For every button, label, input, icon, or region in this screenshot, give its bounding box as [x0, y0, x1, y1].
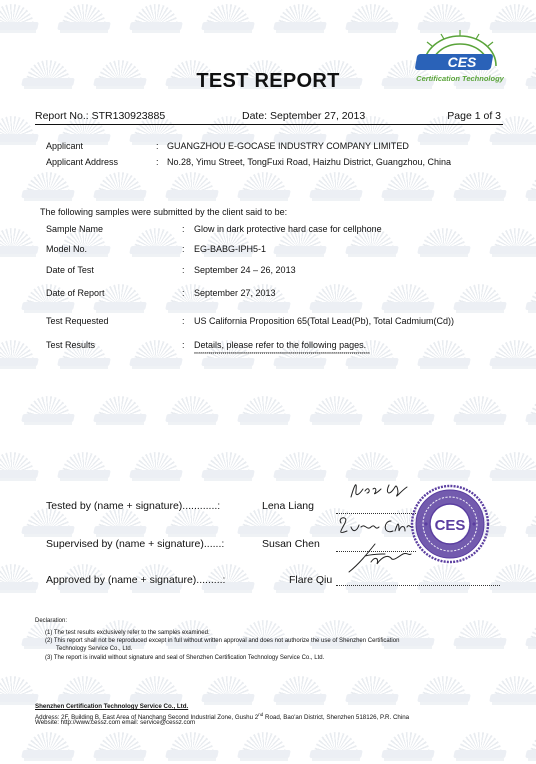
stamp-center-text: CES — [434, 517, 466, 534]
watermark-logo-icon — [232, 172, 296, 206]
watermark-logo-icon — [0, 4, 44, 38]
page-title: TEST REPORT — [196, 70, 340, 92]
watermark-logo-icon — [268, 4, 332, 38]
approved-by-signature — [345, 540, 415, 576]
field-label: Date of Report — [46, 288, 105, 298]
watermark-logo-icon — [160, 172, 224, 206]
page-number: Page 1 of 3 — [447, 110, 501, 122]
watermark-logo-icon — [412, 676, 476, 710]
applicant-address-label: Applicant Address — [46, 157, 119, 167]
watermark-logo-icon — [520, 172, 536, 206]
footer-address: Address: 2F, Building B, East Area of Nanchang Second Industrial Zone, Gushu 2nd Road, Bao'an District, Shenzhen 518126, P.R. China — [35, 712, 410, 722]
approved-by-label: Approved by (name + signature).........: — [46, 574, 226, 586]
watermark-logo-icon — [268, 452, 332, 486]
field-label: Date of Test — [46, 265, 94, 275]
supervised-by-signature — [335, 513, 415, 541]
declaration-heading: Declaration: — [35, 618, 68, 624]
watermark-logo-icon — [268, 676, 332, 710]
field-label: Test Results — [46, 340, 96, 350]
field-colon: : — [182, 316, 185, 326]
watermark-logo-icon — [88, 508, 152, 542]
field-value: US California Proposition 65(Total Lead(Pb), Total Cadmium(Cd)) — [194, 316, 454, 326]
watermark-logo-icon — [160, 396, 224, 430]
watermark-logo-icon — [52, 4, 116, 38]
tested-by-label: Tested by (name + signature)............: — [46, 500, 221, 512]
watermark-logo-icon — [232, 732, 296, 764]
field-value: Details, please refer to the following pages. — [194, 340, 367, 350]
watermark-logo-icon — [340, 4, 404, 38]
watermark-logo-icon — [0, 340, 44, 374]
watermark-logo-icon — [520, 396, 536, 430]
field-value: September 27, 2013 — [194, 288, 276, 298]
watermark-logo-icon — [520, 284, 536, 318]
applicant-value: GUANGZHOU E-GOCASE INDUSTRY COMPANY LIMITED — [167, 141, 409, 151]
approved-by-name: Flare Qiu — [289, 574, 333, 586]
field-value: EG-BABG-IPH5-1 — [194, 244, 267, 254]
watermark-logo-icon — [88, 732, 152, 764]
watermark-logo-icon — [484, 564, 536, 598]
watermark-logo-icon — [124, 228, 188, 262]
watermark-logo-icon — [88, 396, 152, 430]
watermark-logo-icon — [376, 284, 440, 318]
field-colon: : — [182, 224, 185, 234]
watermark-logo-icon — [88, 172, 152, 206]
watermark-logo-icon — [376, 172, 440, 206]
field-colon: : — [182, 288, 185, 298]
watermark-logo-icon — [448, 732, 512, 764]
report-date: Date: September 27, 2013 — [242, 110, 366, 122]
samples-intro: The following samples were submitted by the client said to be: — [40, 207, 288, 217]
watermark-logo-icon — [0, 452, 44, 486]
watermark-logo-icon — [196, 452, 260, 486]
watermark-logo-icon — [16, 732, 80, 764]
field-colon: : — [182, 244, 185, 254]
watermark-logo-icon — [196, 4, 260, 38]
watermark-logo-icon — [448, 284, 512, 318]
watermark-logo-icon — [304, 396, 368, 430]
field-label: Test Requested — [46, 316, 109, 326]
watermark-logo-icon — [0, 564, 44, 598]
applicant-address-colon: : — [156, 157, 159, 167]
watermark-logo-icon — [520, 732, 536, 764]
svg-text:CES: CES — [447, 54, 477, 70]
watermark-logo-icon — [124, 4, 188, 38]
field-colon: : — [182, 265, 185, 275]
watermark-logo-icon — [160, 732, 224, 764]
tested-by-name: Lena Liang — [262, 500, 314, 512]
watermark-logo-icon — [0, 228, 44, 262]
watermark-logo-icon — [16, 172, 80, 206]
watermark-logo-icon — [16, 508, 80, 542]
field-label: Model No. — [46, 244, 88, 254]
watermark-logo-icon — [412, 228, 476, 262]
stars-separator: ************************************************************************************** — [194, 352, 370, 358]
watermark-logo-icon — [340, 676, 404, 710]
approved-by-signature-line — [336, 585, 500, 586]
watermark-logo-icon — [304, 732, 368, 764]
field-label: Sample Name — [46, 224, 104, 234]
watermark-logo-icon — [16, 396, 80, 430]
field-colon: : — [182, 340, 185, 350]
declaration-item: (3) The report is invalid without signature and seal of Shenzhen Certification Technology Service Co., Ltd. — [45, 655, 325, 661]
field-value: Glow in dark protective hard case for cellphone — [194, 224, 382, 234]
footer-company: Shenzhen Certification Technology Service Co., Ltd. — [35, 703, 189, 710]
logo-caption: Certification Technology — [416, 74, 504, 83]
tested-by-signature — [345, 477, 415, 503]
field-value: September 24 – 26, 2013 — [194, 265, 296, 275]
watermark-logo-icon — [520, 620, 536, 654]
watermark-logo-icon — [376, 396, 440, 430]
declaration-item: Technology Service Co., Ltd. — [56, 646, 133, 652]
watermark-logo-icon — [412, 452, 476, 486]
watermark-logo-icon — [412, 564, 476, 598]
watermark-logo-icon — [232, 396, 296, 430]
watermark-logo-icon — [304, 172, 368, 206]
applicant-address-value: No.28, Yimu Street, TongFuxi Road, Haizhu District, Guangzhou, China — [167, 157, 451, 167]
watermark-logo-icon — [160, 508, 224, 542]
watermark-logo-icon — [520, 508, 536, 542]
watermark-logo-icon — [448, 172, 512, 206]
footer-contact: Website: http://www.cessz.com email: service@cessz.com — [35, 719, 196, 726]
applicant-label: Applicant — [46, 141, 84, 151]
supervised-by-label: Supervised by (name + signature)......: — [46, 538, 225, 550]
watermark-logo-icon — [484, 452, 536, 486]
watermark-logo-icon — [52, 452, 116, 486]
declaration-item: (1) The test results exclusively refer to the samples examined. — [45, 630, 210, 636]
declaration-item: (2) This report shall not be reproduced except in full without written approval and does not authorize the use of Shenzhen Certification — [45, 638, 400, 644]
watermark-logo-icon — [484, 676, 536, 710]
report-number: Report No.: STR130923885 — [35, 110, 166, 122]
supervised-by-name: Susan Chen — [262, 538, 320, 550]
watermark-logo-icon — [124, 340, 188, 374]
ces-seal-stamp — [410, 484, 490, 564]
watermark-logo-icon — [304, 284, 368, 318]
header-divider — [35, 124, 503, 125]
watermark-logo-icon — [448, 620, 512, 654]
watermark-logo-icon — [232, 508, 296, 542]
watermark-logo-icon — [196, 676, 260, 710]
watermark-logo-icon — [376, 732, 440, 764]
watermark-logo-icon — [448, 396, 512, 430]
watermark-logo-icon — [484, 228, 536, 262]
applicant-colon: : — [156, 141, 159, 151]
watermark-logo-icon — [124, 452, 188, 486]
